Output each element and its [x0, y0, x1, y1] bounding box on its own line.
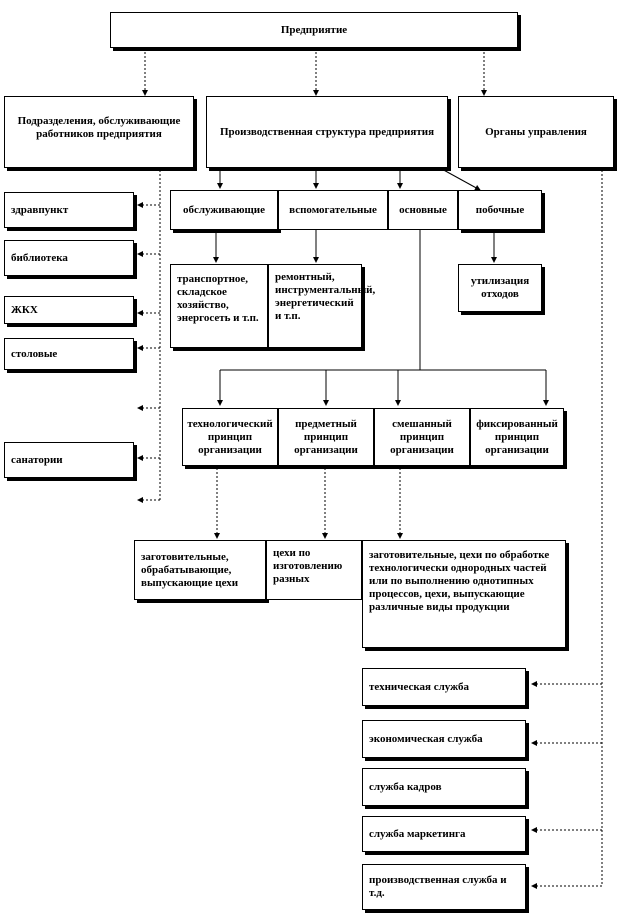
- service-library-box: [4, 240, 134, 276]
- service-label: санатории: [11, 453, 63, 466]
- auxiliary-detail-label: ремонтный, инструментальный, энергетический и т.п.: [275, 271, 376, 322]
- service-label: столовые: [11, 347, 58, 360]
- side-detail-box: [458, 264, 542, 312]
- type-label: обслуживающие: [182, 203, 266, 216]
- shops-label: цехи по изготовлению разных: [273, 547, 343, 585]
- auxiliary-detail-box: [268, 264, 376, 348]
- principle-label: предметный принцип организации: [294, 417, 358, 456]
- mgmt-hr-box: [362, 768, 526, 806]
- principle-label: технологический принцип организации: [187, 417, 273, 456]
- production-structure-label: Производственная структура предприятия: [219, 125, 435, 138]
- shops-subject-box: [266, 540, 362, 600]
- mgmt-production-box: [362, 864, 526, 910]
- mgmt-economic-box: [362, 720, 526, 758]
- principle-fixed-box: [470, 408, 564, 466]
- service-sanatorium-box: [4, 442, 134, 478]
- service-health-box: [4, 192, 134, 228]
- shops-mixed-box: [362, 540, 566, 648]
- enterprise-box: [110, 12, 518, 48]
- subdivisions-box: [4, 96, 194, 168]
- type-label: побочные: [475, 203, 525, 216]
- shops-technological-box: [134, 540, 266, 600]
- subdivisions-label: Подразделения, обслуживающие работников предприятия: [17, 115, 181, 140]
- serving-detail-box: [170, 264, 268, 348]
- shops-label: заготовительные, обрабатывающие, выпускающие цехи: [141, 550, 239, 589]
- type-main-box: [388, 190, 458, 230]
- mgmt-label: экономическая служба: [369, 732, 483, 745]
- mgmt-label: служба маркетинга: [369, 827, 466, 840]
- shops-label: заготовительные, цехи по обработке технологически однородных частей или по выполнению однотипных процессов, цехи, выпускающие различные виды продукции: [369, 549, 550, 613]
- management-label: Органы управления: [485, 125, 587, 138]
- serving-detail-label: транспортное, складское хозяйство, энергосеть и т.п.: [177, 273, 259, 324]
- type-side-box: [458, 190, 542, 230]
- principle-label: фиксированный принцип организации: [476, 417, 558, 456]
- service-label: здравпункт: [11, 203, 69, 216]
- mgmt-marketing-box: [362, 816, 526, 852]
- side-detail-label: утилизация отходов: [470, 275, 530, 300]
- service-label: ЖКХ: [11, 303, 38, 316]
- mgmt-label: техническая служба: [369, 680, 469, 693]
- enterprise-label: Предприятие: [280, 23, 348, 36]
- mgmt-label: служба кадров: [369, 780, 442, 793]
- service-housing-box: [4, 296, 134, 324]
- mgmt-technical-box: [362, 668, 526, 706]
- principle-subject-box: [278, 408, 374, 466]
- service-canteen-box: [4, 338, 134, 370]
- type-auxiliary-box: [278, 190, 388, 230]
- type-serving-box: [170, 190, 278, 230]
- principle-mixed-box: [374, 408, 470, 466]
- principle-technological-box: [182, 408, 278, 466]
- principle-label: смешанный принцип организации: [390, 417, 454, 456]
- service-label: библиотека: [11, 251, 68, 264]
- mgmt-label: производственная служба и т.д.: [369, 874, 507, 899]
- production-structure-box: [206, 96, 448, 168]
- type-label: вспомогательные: [289, 203, 377, 216]
- type-label: основные: [399, 203, 447, 216]
- management-box: [458, 96, 614, 168]
